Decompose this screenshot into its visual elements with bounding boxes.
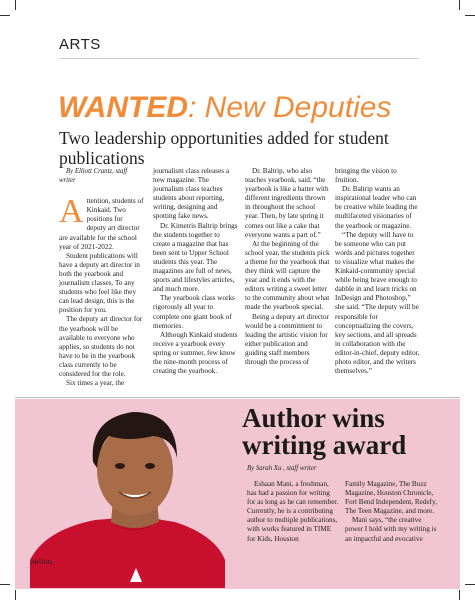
article-paragraph: Being a deputy art director would be a commitment to leading the artistic vision for either publication and guiding staff members through the process of bbox=[245, 312, 330, 366]
article-paragraph: Mani says, “the creative power I hold with my writing is an impactful and evocative bbox=[345, 516, 437, 543]
story-headline bbox=[58, 92, 418, 124]
article-paragraph: Although Kinkaid students receive a yearbook every spring or summer, few know the nine-month process of creating the yearbook. bbox=[153, 330, 238, 376]
section-divider bbox=[59, 58, 419, 59]
crop-mark bbox=[459, 590, 460, 600]
article-paragraph: At the beginning of the school year, the students pick a theme for the yearbook that they think will capture the year and it ends with the editors writing a sweet letter to the community about what made the yearbook special. bbox=[245, 239, 330, 312]
story-deck: Two leadership opportunities added for student publications bbox=[59, 128, 389, 168]
crop-mark bbox=[15, 0, 16, 10]
crop-mark bbox=[15, 590, 16, 600]
article-paragraph: The deputy art director for the yearbook will be available to everyone who applies, so students do not have to be in the yearbook class currently to be considered for the role. bbox=[59, 315, 143, 378]
headline-bold: WANTED bbox=[58, 91, 188, 124]
crop-mark bbox=[459, 0, 460, 10]
student-portrait bbox=[25, 400, 225, 588]
headline-rest: : New Deputies bbox=[188, 91, 392, 124]
panel-top-rule bbox=[15, 397, 460, 398]
article-paragraph: Six times a year, the bbox=[66, 379, 125, 388]
crop-mark bbox=[465, 15, 475, 16]
article-paragraph: Dr. Baltrip, who also teaches yearbook, said, “the yearbook is like a batter with different ingredients thrown in throughout the school year. Then, by late spring it comes out like a cake that everyone wants a part of.” bbox=[245, 167, 329, 239]
article-paragraph: Dr. Kimetris Baltrip brings the students together to create a magazine that has been sent to Upper School students this year. The magazines are full of news, sports and lifestyles articles, and much more. bbox=[153, 221, 238, 294]
feature-column-1 bbox=[247, 480, 339, 544]
feature-column-2 bbox=[345, 480, 437, 544]
article-paragraph: Family Magazine, The Buzz Magazine, Houston Chronicle, Fort Bend Independent, Redefy, The Teen Magazine, and more. bbox=[345, 480, 437, 516]
article-paragraph: Eshaan Mani, a freshman, has had a passion for writing for as long as he can remember. Currently, he is a contributing author to multiple publications, with works featured in TIME for Kids, Houston bbox=[247, 480, 339, 543]
article-column-4 bbox=[335, 167, 420, 376]
feature-byline: By Sarah Xu , staff writer bbox=[247, 465, 317, 472]
article-column-2 bbox=[153, 167, 238, 376]
section-label: ARTS bbox=[59, 36, 101, 53]
article-paragraph: Student publications will have a deputy art director in both the yearbook and journalism classes. To any students who feel like they can lead design, this is the position for you. bbox=[59, 251, 140, 315]
article-paragraph: bringing the vision to fruition. bbox=[335, 167, 397, 185]
article-column-1 bbox=[59, 167, 144, 388]
page-folio: 24///Arts bbox=[30, 560, 53, 566]
article-paragraph: Attention, students of Kinkaid. Two positions for deputy art director are available for the school year of 2021-2022. bbox=[59, 193, 144, 251]
article-paragraph: Dr. Baltrip wants an inspirational leader who can be creative while leading the multifaceted visionaries of the yearbook or magazine. bbox=[335, 185, 418, 230]
drop-cap: A bbox=[59, 193, 84, 231]
crop-mark bbox=[465, 584, 475, 585]
crop-mark bbox=[0, 584, 10, 585]
crop-mark bbox=[0, 15, 10, 16]
article-paragraph: The yearbook class works rigorously all year to complete one giant book of memories. bbox=[153, 294, 235, 330]
article-paragraph: journalism class releases a new magazine. The journalism class teaches students about reporting, writing, designing and spotting fake news. bbox=[153, 167, 230, 221]
byline: By Elliott Crantz, staff writer bbox=[59, 168, 128, 185]
article-column-3 bbox=[245, 167, 330, 367]
article-paragraph: “The deputy will have to be someone who can put words and pictures together to visualize what makes the Kinkaid-community special while being brave enough to dabble in and learn tricks on InDesign and Photoshop,” she said. “The deputy will be responsible for conceptualizing the covers, key sections, and all spreads in collaboration with the editor-in-chief, deputy editor, photo editor, and the writers themselves.” bbox=[335, 230, 420, 376]
feature-headline: Author wins writing award bbox=[242, 403, 407, 460]
